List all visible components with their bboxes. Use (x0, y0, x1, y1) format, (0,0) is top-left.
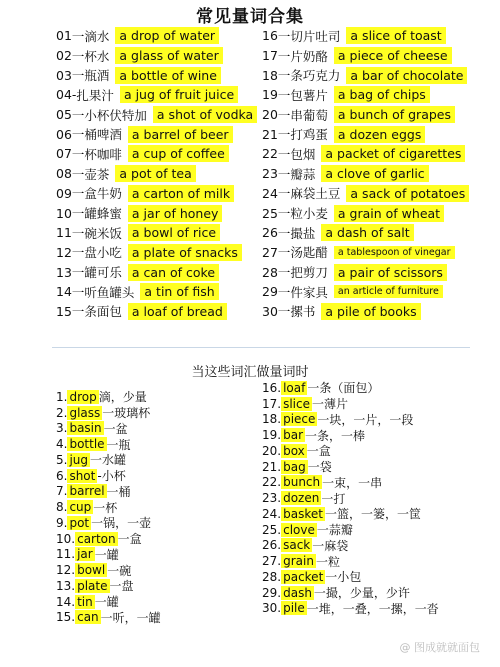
vocab-number: 12. (56, 563, 76, 578)
phrase-chinese: 一条面包 (71, 304, 122, 320)
phrase-row (56, 282, 257, 302)
vocab-meaning: 一薄片 (312, 397, 349, 412)
vocab-number: 13. (56, 578, 76, 593)
phrase-number: 20 (262, 107, 278, 123)
phrase-english: a pot of tea (115, 165, 195, 182)
vocab-number: 11. (56, 547, 76, 562)
phrase-chinese: 一碗米饭 (71, 225, 122, 241)
phrase-row (262, 262, 469, 282)
vocab-word: loaf (283, 380, 306, 395)
phrase-chinese: 一摞书 (277, 304, 316, 320)
phrase-chinese: 一麻袋土豆 (277, 186, 341, 202)
phrase-chinese: 一条巧克力 (277, 68, 341, 84)
phrase-chinese: 一瓣蒜 (277, 166, 316, 182)
vocab-number: 7. (56, 484, 68, 499)
vocab-meaning: 一麻袋 (312, 538, 349, 553)
phrase-number: 18 (262, 67, 278, 83)
phrase-english: a packet of cigarettes (321, 145, 465, 162)
vocab-item (56, 610, 161, 626)
vocab-number: 10. (56, 531, 76, 546)
vocab-item (262, 380, 439, 396)
phrase-english: an article of furniture (334, 285, 443, 298)
phrase-chinese: 一粒小麦 (277, 206, 328, 222)
vocab-number: 30. (262, 601, 282, 616)
vocab-number: 14. (56, 594, 76, 609)
phrase-chinese: 一包薯片 (277, 87, 328, 103)
phrase-row (262, 144, 469, 164)
phrase-row (56, 46, 257, 66)
vocab-number: 21. (262, 459, 282, 474)
vocab-item (262, 475, 439, 491)
vocab-meaning: 一水罐 (90, 453, 127, 468)
phrase-english: a dozen eggs (334, 126, 425, 143)
watermark: @ 图成就就面包 (399, 641, 480, 654)
words-right-column (262, 380, 439, 616)
vocab-number: 9. (56, 515, 68, 530)
vocab-meaning: 一听，一罐 (100, 610, 161, 625)
phrase-number: 22 (262, 146, 278, 162)
phrase-row (262, 124, 469, 144)
vocab-word: sack (283, 538, 311, 553)
vocab-item (56, 531, 161, 547)
phrase-number: 03 (56, 67, 72, 83)
vocab-number: 27. (262, 554, 282, 569)
vocab-meaning: 一条，一棒 (305, 428, 366, 443)
vocab-meaning: 一罐 (94, 595, 119, 610)
phrase-row (262, 105, 469, 125)
vocab-word: jar (77, 547, 93, 562)
phrase-number: 24 (262, 185, 278, 201)
vocab-item (262, 569, 439, 585)
vocab-number: 15. (56, 610, 76, 625)
phrase-chinese: 一滴水 (71, 28, 110, 44)
vocab-word: box (283, 443, 305, 458)
phrase-english: a shot of vodka (153, 106, 257, 123)
vocab-item (56, 421, 161, 437)
phrase-english: a grain of wheat (334, 205, 444, 222)
vocab-meaning: 一盒 (117, 532, 142, 547)
vocab-meaning: 一篮，一篓，一筐 (324, 507, 421, 522)
phrase-chinese: 一盘小吃 (71, 245, 122, 261)
vocab-word: glass (69, 405, 101, 420)
phrase-number: 19 (262, 87, 278, 103)
vocab-word: basin (69, 421, 102, 436)
vocab-number: 17. (262, 396, 282, 411)
vocab-number: 6. (56, 468, 68, 483)
vocab-number: 23. (262, 491, 282, 506)
phrase-english: a pile of books (321, 303, 420, 320)
phrase-english: a bar of chocolate (346, 67, 467, 84)
section-divider (52, 347, 470, 348)
vocab-number: 8. (56, 500, 68, 515)
phrase-chinese: 一件家具 (277, 284, 328, 300)
phrase-english: a dash of salt (321, 224, 413, 241)
phrase-english: a bag of chips (334, 86, 430, 103)
vocab-number: 29. (262, 585, 282, 600)
phrase-row (262, 184, 469, 204)
phrase-number: 08 (56, 166, 72, 182)
phrase-english: a plate of snacks (128, 244, 242, 261)
phrase-chinese: 一汤匙醋 (277, 245, 328, 261)
phrase-number: 11 (56, 225, 72, 241)
vocab-meaning: 一玻璃杯 (102, 406, 151, 421)
vocab-item (56, 594, 161, 610)
vocab-word: carton (77, 531, 116, 546)
vocab-word: dozen (283, 491, 320, 506)
vocab-meaning: 一蒜瓣 (316, 523, 353, 538)
vocab-item (56, 484, 161, 500)
phrase-row (262, 223, 469, 243)
page-title: 常见量词合集 (196, 7, 304, 27)
vocab-word: grain (283, 554, 314, 569)
vocab-item (262, 601, 439, 617)
vocab-word: can (77, 610, 99, 625)
phrase-chinese: 一包烟 (277, 146, 316, 162)
vocab-number: 4. (56, 437, 68, 452)
vocab-meaning: 一碗 (107, 563, 132, 578)
phrase-number: 28 (262, 264, 278, 280)
phrase-english: a clove of garlic (321, 165, 428, 182)
vocab-meaning: 一盒 (306, 444, 331, 459)
phrase-row (262, 282, 469, 302)
vocab-word: tin (77, 594, 93, 609)
vocab-number: 18. (262, 412, 282, 427)
phrase-english: a sack of potatoes (346, 185, 469, 202)
vocab-meaning: 一块，一片，一段 (317, 412, 414, 427)
phrase-chinese: 一桶啤酒 (71, 127, 122, 143)
phrase-english: a piece of cheese (334, 47, 452, 64)
phrase-number: 14 (56, 284, 72, 300)
vocab-item (56, 499, 161, 515)
phrase-english: a barrel of beer (128, 126, 233, 143)
vocab-meaning: 一盆 (103, 421, 128, 436)
phrase-english: a jar of honey (128, 205, 222, 222)
phrase-number: 10 (56, 205, 72, 221)
vocab-word: plate (77, 578, 108, 593)
phrase-number: 16 (262, 28, 278, 44)
phrase-row (56, 223, 257, 243)
vocab-meaning: 一堆，一叠，一摞，一沓 (306, 601, 439, 616)
phrases-right-column (262, 26, 469, 321)
phrase-english: a can of coke (128, 264, 219, 281)
vocab-meaning: 一盘 (109, 579, 134, 594)
vocab-number: 1. (56, 389, 68, 404)
phrase-row (262, 302, 469, 322)
phrase-english: a pair of scissors (334, 264, 447, 281)
vocab-number: 16. (262, 380, 282, 395)
phrase-row (56, 184, 257, 204)
phrase-row (56, 124, 257, 144)
vocab-word: drop (69, 389, 97, 404)
vocab-number: 3. (56, 421, 68, 436)
vocab-meaning: 一锅，一壶 (91, 516, 152, 531)
phrase-row (56, 85, 257, 105)
phrase-row (262, 65, 469, 85)
phrase-number: 09 (56, 185, 72, 201)
phrase-number: 30 (262, 303, 278, 319)
phrase-english: a bowl of rice (128, 224, 220, 241)
phrase-row (56, 243, 257, 263)
phrases-left-column (56, 26, 257, 321)
vocab-meaning: 一粒 (315, 554, 340, 569)
phrase-chinese: 一杯咖啡 (71, 146, 122, 162)
vocab-item (56, 515, 161, 531)
phrase-english: a tablespoon of vinegar (334, 246, 455, 259)
vocab-word: shot (69, 468, 96, 483)
vocab-meaning: 一小包 (325, 570, 362, 585)
phrase-row (56, 65, 257, 85)
phrase-row (56, 203, 257, 223)
vocab-number: 28. (262, 569, 282, 584)
phrase-english: a bottle of wine (115, 67, 221, 84)
phrase-chinese: 一切片吐司 (277, 28, 341, 44)
vocab-word: clove (283, 522, 315, 537)
phrase-chinese: 一小杯伏特加 (71, 107, 147, 123)
phrase-english: a slice of toast (346, 27, 445, 44)
vocab-meaning: -小杯 (97, 469, 126, 484)
vocab-word: pot (69, 515, 90, 530)
phrase-number: 25 (262, 205, 278, 221)
phrase-english: a cup of coffee (128, 145, 229, 162)
vocab-word: bag (283, 459, 306, 474)
phrase-chinese: 一打鸡蛋 (277, 127, 328, 143)
phrase-number: 02 (56, 48, 72, 64)
phrase-number: 15 (56, 303, 72, 319)
phrase-number: 12 (56, 244, 72, 260)
phrase-row (56, 26, 257, 46)
phrase-chinese: 一瓶酒 (71, 68, 110, 84)
vocab-number: 19. (262, 428, 282, 443)
phrase-english: a drop of water (115, 27, 219, 44)
vocab-meaning: 一桶 (106, 484, 131, 499)
vocab-item (262, 522, 439, 538)
vocab-meaning: 一杯 (93, 500, 118, 515)
vocab-item (262, 553, 439, 569)
vocab-item (262, 459, 439, 475)
phrase-english: a tin of fish (140, 283, 218, 300)
phrase-chinese: 一撮盐 (277, 225, 316, 241)
phrase-row (262, 46, 469, 66)
phrase-english: a carton of milk (128, 185, 234, 202)
vocab-word: pile (283, 601, 305, 616)
vocab-number: 26. (262, 538, 282, 553)
phrase-chinese: 一壶茶 (71, 166, 110, 182)
phrase-number: 06 (56, 126, 72, 142)
vocab-word: dash (283, 585, 312, 600)
phrase-number: 29 (262, 284, 278, 300)
vocab-item (56, 562, 161, 578)
phrase-chinese: 一听鱼罐头 (71, 284, 135, 300)
vocab-item (262, 443, 439, 459)
phrase-row (262, 243, 469, 263)
phrase-english: a loaf of bread (128, 303, 227, 320)
vocab-item (262, 506, 439, 522)
phrase-chinese: 扎果汁 (76, 87, 114, 103)
vocab-meaning: 一罐 (94, 547, 119, 562)
vocab-item (262, 490, 439, 506)
phrase-row (56, 144, 257, 164)
phrase-english: a glass of water (115, 47, 222, 64)
vocab-meaning: 一瓶 (106, 437, 131, 452)
vocab-item (56, 436, 161, 452)
vocab-item (262, 396, 439, 412)
vocab-meaning: 一束，一串 (322, 475, 383, 490)
vocab-word: bowl (77, 563, 106, 578)
vocab-word: packet (283, 569, 324, 584)
phrase-chinese: 一串葡萄 (277, 107, 328, 123)
phrase-number: 23 (262, 166, 278, 182)
vocab-item (56, 389, 161, 405)
vocab-word: barrel (69, 484, 105, 499)
phrase-chinese: 一杯水 (71, 48, 110, 64)
vocab-meaning: 一条（面包） (307, 381, 380, 396)
vocab-meaning: 一打 (321, 491, 346, 506)
phrase-chinese: 一片奶酪 (277, 48, 328, 64)
phrase-row (262, 85, 469, 105)
vocab-word: bar (283, 428, 303, 443)
phrase-row (262, 26, 469, 46)
vocab-item (56, 468, 161, 484)
phrase-chinese: 一把剪刀 (277, 265, 328, 281)
phrase-number: 17 (262, 48, 278, 64)
phrase-row (262, 203, 469, 223)
vocab-number: 2. (56, 405, 68, 420)
vocab-meaning: 一袋 (307, 460, 332, 475)
phrase-row (56, 262, 257, 282)
vocab-number: 25. (262, 522, 282, 537)
vocab-word: bottle (69, 437, 105, 452)
section-subtitle: 当这些词汇做量词时 (191, 365, 309, 380)
vocab-word: basket (283, 506, 323, 521)
vocab-item (262, 538, 439, 554)
phrase-english: a jug of fruit juice (120, 86, 238, 103)
phrase-row (56, 105, 257, 125)
phrase-row (56, 302, 257, 322)
vocab-number: 24. (262, 506, 282, 521)
phrase-number: 21 (262, 126, 278, 142)
phrase-chinese: 一罐可乐 (71, 265, 122, 281)
phrase-number: 05 (56, 107, 72, 123)
phrase-number: 04- (56, 87, 77, 103)
vocab-item (262, 427, 439, 443)
vocab-item (56, 405, 161, 421)
phrase-number: 27 (262, 244, 278, 260)
vocab-item (56, 452, 161, 468)
vocab-item (262, 412, 439, 428)
phrase-chinese: 一盒牛奶 (71, 186, 122, 202)
phrase-english: a bunch of grapes (334, 106, 455, 123)
phrase-number: 07 (56, 146, 72, 162)
phrase-number: 13 (56, 264, 72, 280)
vocab-word: bunch (283, 475, 321, 490)
vocab-word: piece (283, 412, 316, 427)
vocab-item (262, 585, 439, 601)
phrase-chinese: 一罐蜂蜜 (71, 206, 122, 222)
vocab-word: jug (69, 452, 89, 467)
phrase-number: 26 (262, 225, 278, 241)
phrase-row (262, 164, 469, 184)
vocab-word: cup (69, 500, 92, 515)
words-left-column (56, 389, 161, 625)
vocab-item (56, 578, 161, 594)
phrase-number: 01 (56, 28, 72, 44)
phrase-row (56, 164, 257, 184)
vocab-number: 22. (262, 475, 282, 490)
vocab-word: slice (283, 396, 310, 411)
vocab-number: 5. (56, 452, 68, 467)
vocab-number: 20. (262, 443, 282, 458)
vocab-meaning: 滴，少量 (98, 390, 147, 405)
vocab-item (56, 547, 161, 563)
vocab-meaning: 一撮，少量，少许 (313, 586, 410, 601)
